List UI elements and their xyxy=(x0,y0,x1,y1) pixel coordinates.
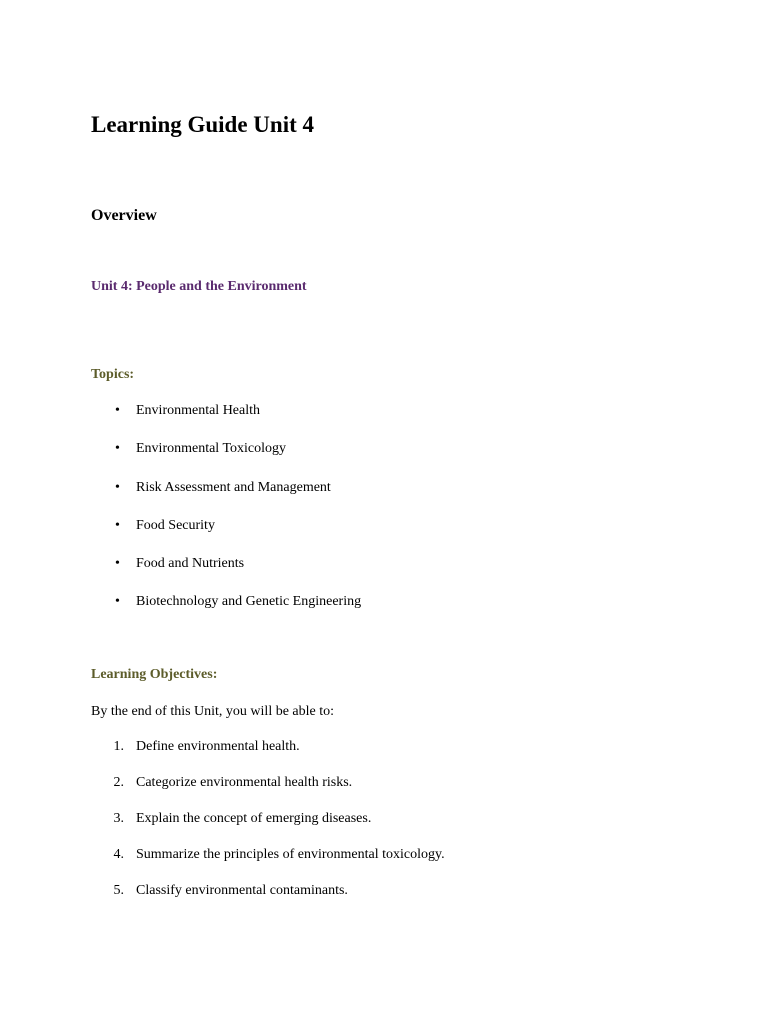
learning-objectives-heading: Learning Objectives: xyxy=(91,667,218,682)
objective-text: Explain the concept of emerging diseases. xyxy=(136,811,372,826)
objective-number: 5. xyxy=(113,883,124,898)
objective-number: 4. xyxy=(113,847,124,862)
objective-text: Summarize the principles of environmental toxicology. xyxy=(136,847,445,862)
bullet-icon: • xyxy=(115,517,120,533)
objective-text: Classify environmental contaminants. xyxy=(136,883,348,898)
topic-text: Environmental Toxicology xyxy=(136,441,287,457)
overview-heading: Overview xyxy=(91,207,157,224)
bullet-icon: • xyxy=(115,594,120,610)
page-title: Learning Guide Unit 4 xyxy=(91,112,315,137)
objectives-intro: By the end of this Unit, you will be able to: xyxy=(91,704,335,719)
bullet-icon: • xyxy=(115,479,120,495)
objective-number: 1. xyxy=(113,739,124,754)
objective-number: 3. xyxy=(113,811,124,826)
topic-text: Risk Assessment and Management xyxy=(136,479,331,495)
topic-text: Environmental Health xyxy=(136,403,261,418)
topics-heading: Topics: xyxy=(91,367,135,382)
objective-text: Define environmental health. xyxy=(136,739,300,754)
unit-heading: Unit 4: People and the Environment xyxy=(91,279,307,294)
objective-number: 2. xyxy=(113,775,124,790)
bullet-icon: • xyxy=(115,441,120,457)
bullet-icon: • xyxy=(115,556,120,572)
bullet-icon: • xyxy=(115,403,120,418)
topic-text: Biotechnology and Genetic Engineering xyxy=(136,594,362,610)
topic-text: Food and Nutrients xyxy=(136,556,245,572)
topic-text: Food Security xyxy=(136,517,215,533)
objective-text: Categorize environmental health risks. xyxy=(136,775,353,790)
